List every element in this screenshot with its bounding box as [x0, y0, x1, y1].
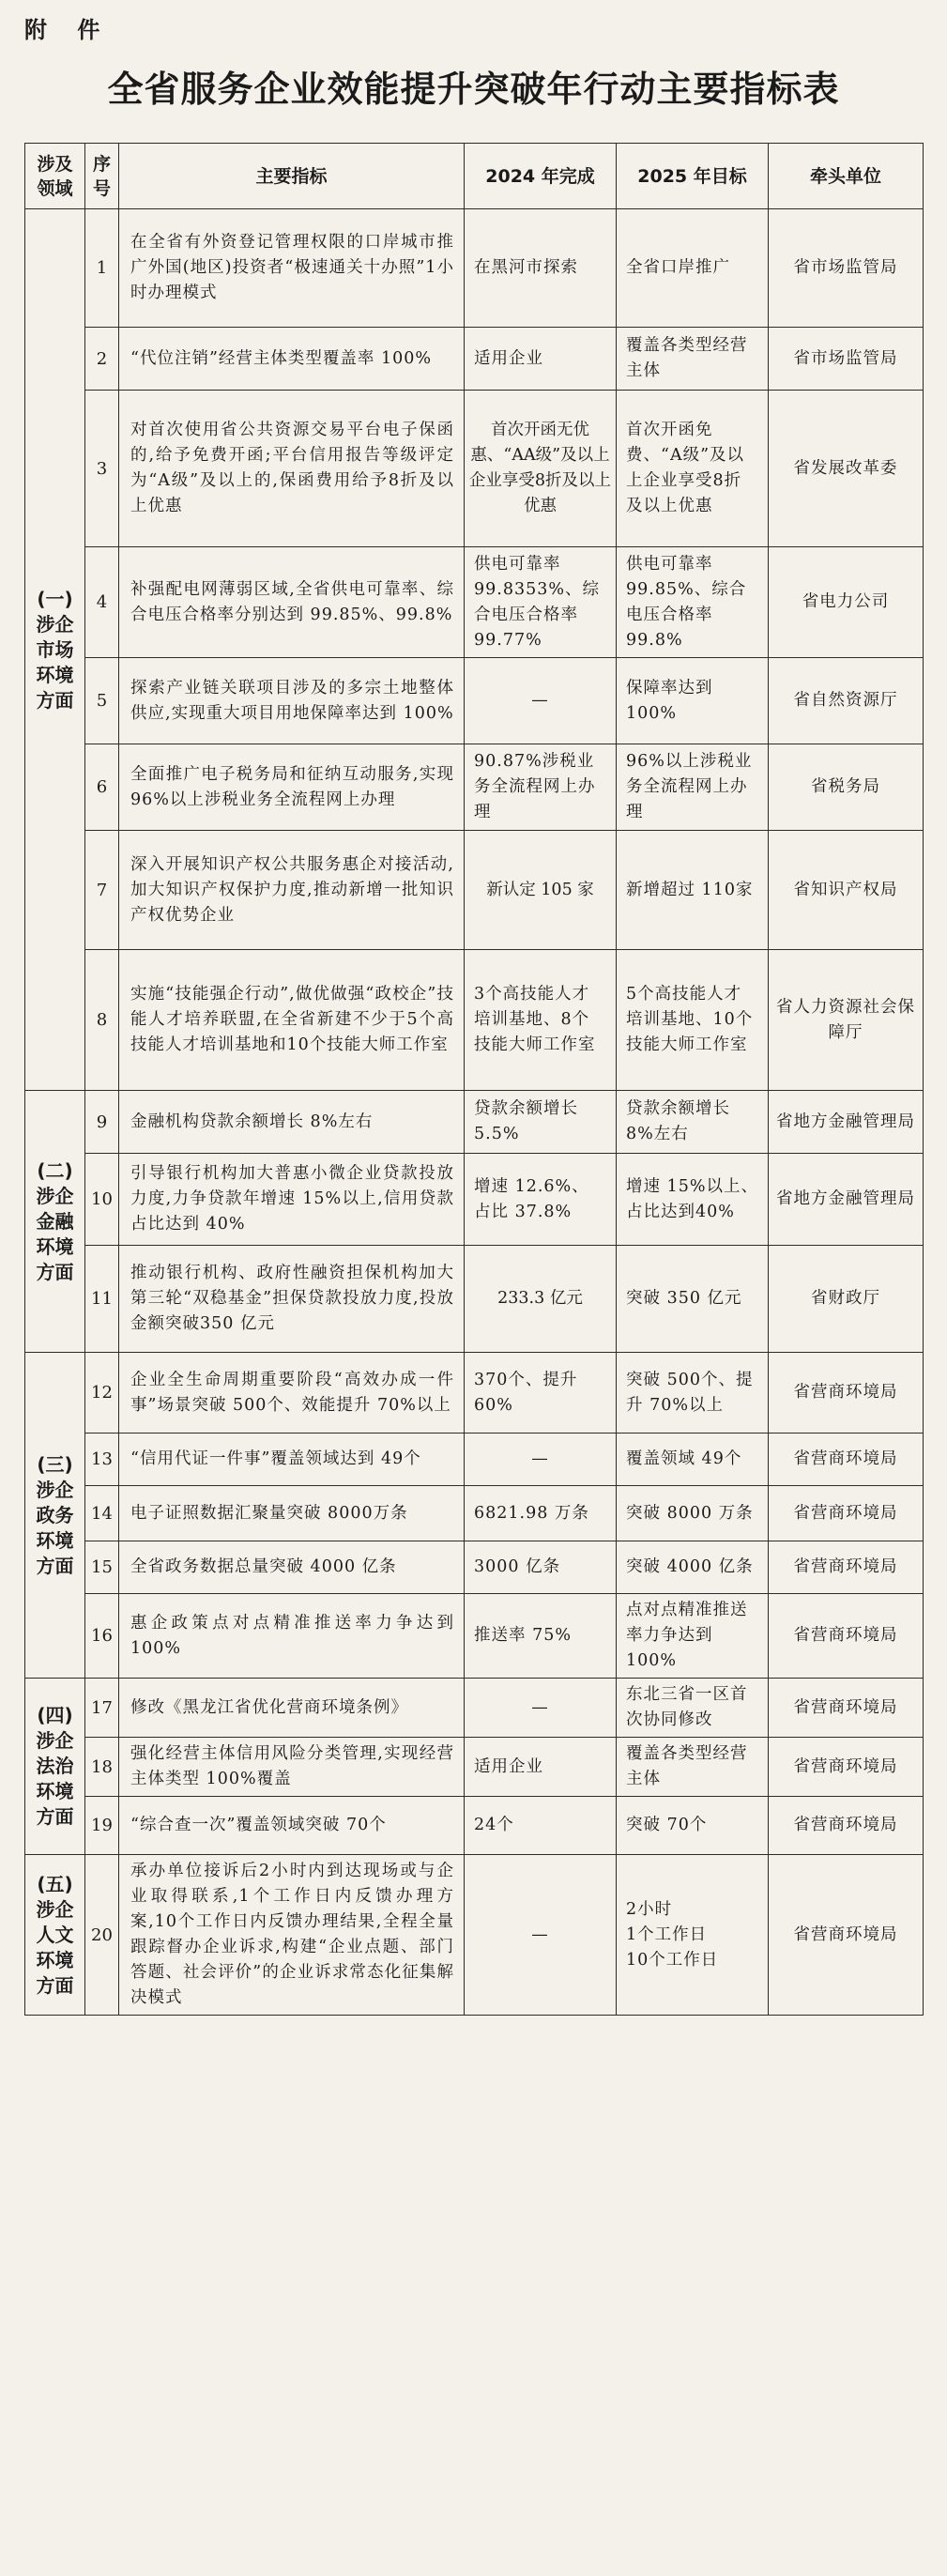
header-no: 序号 [85, 144, 119, 209]
target-2025-cell: 5个高技能人才培训基地、10个技能大师工作室 [617, 950, 769, 1091]
lead-unit-cell: 省自然资源厅 [769, 658, 924, 744]
header-2025: 2025 年目标 [617, 144, 769, 209]
indicator-cell: 深入开展知识产权公共服务惠企对接活动,加大知识产权保护力度,推动新增一批知识产权优势企业 [119, 831, 465, 950]
table-body [25, 209, 924, 2016]
indicator-cell: 探索产业链关联项目涉及的多宗土地整体供应,实现重大项目用地保障率达到 100% [119, 658, 465, 744]
target-2025-cell: 新增超过 110家 [617, 831, 769, 950]
done-2024-cell: — [465, 1855, 617, 2016]
table-row [25, 1797, 924, 1855]
lead-unit-cell: 省地方金融管理局 [769, 1091, 924, 1154]
row-number: 18 [85, 1738, 119, 1797]
target-2025-cell: 96%以上涉税业务全流程网上办理 [617, 744, 769, 831]
table-row [25, 744, 924, 831]
row-number: 14 [85, 1486, 119, 1541]
row-number: 13 [85, 1434, 119, 1486]
target-2025-cell: 首次开函免费、“A级”及以上企业享受8折及以上优惠 [617, 391, 769, 547]
lead-unit-cell: 省营商环境局 [769, 1353, 924, 1434]
target-2025-cell: 东北三省一区首次协同修改 [617, 1679, 769, 1738]
row-number: 16 [85, 1594, 119, 1679]
page-title: 全省服务企业效能提升突破年行动主要指标表 [107, 69, 840, 110]
table-row [25, 1434, 924, 1486]
done-2024-cell: 24个 [465, 1797, 617, 1855]
table-row [25, 547, 924, 658]
lead-unit-cell: 省营商环境局 [769, 1434, 924, 1486]
indicator-cell: 强化经营主体信用风险分类管理,实现经营主体类型 100%覆盖 [119, 1738, 465, 1797]
lead-unit-cell: 省税务局 [769, 744, 924, 831]
lead-unit-cell: 省市场监管局 [769, 328, 924, 391]
lead-unit-cell: 省营商环境局 [769, 1541, 924, 1594]
target-2025-cell: 点对点精准推送率力争达到 100% [617, 1594, 769, 1679]
done-2024-cell: — [465, 1434, 617, 1486]
done-2024-cell: 适用企业 [465, 328, 617, 391]
indicator-cell: “综合查一次”覆盖领域突破 70个 [119, 1797, 465, 1855]
indicator-cell: 企业全生命周期重要阶段“高效办成一件事”场景突破 500个、效能提升 70%以上 [119, 1353, 465, 1434]
done-2024-cell: 适用企业 [465, 1738, 617, 1797]
done-2024-cell: 3个高技能人才培训基地、8个技能大师工作室 [465, 950, 617, 1091]
done-2024-cell: — [465, 1679, 617, 1738]
indicator-cell: 承办单位接诉后2小时内到达现场或与企业取得联系,1个工作日内反馈办理方案,10个工作日内反馈办理结果,全程全量跟踪督办企业诉求,构建“企业点题、部门答题、社会评价”的企业诉求常态化征集解决模式 [119, 1855, 465, 2016]
table-row [25, 1855, 924, 2016]
done-2024-cell: 增速 12.6%、占比 37.8% [465, 1154, 617, 1246]
row-number: 9 [85, 1091, 119, 1154]
indicator-cell: 对首次使用省公共资源交易平台电子保函的,给予免费开函;平台信用报告等级评定为“A级”及以上的,保函费用给予8折及以上优惠 [119, 391, 465, 547]
done-2024-cell: 新认定 105 家 [465, 831, 617, 950]
table-row [25, 950, 924, 1091]
lead-unit-cell: 省市场监管局 [769, 209, 924, 328]
target-2025-cell: 突破 8000 万条 [617, 1486, 769, 1541]
lead-unit-cell: 省发展改革委 [769, 391, 924, 547]
lead-unit-cell: 省人力资源社会保障厅 [769, 950, 924, 1091]
indicator-table [24, 143, 924, 2016]
row-number: 15 [85, 1541, 119, 1594]
row-number: 20 [85, 1855, 119, 2016]
done-2024-cell: 推送率 75% [465, 1594, 617, 1679]
target-2025-cell: 突破 4000 亿条 [617, 1541, 769, 1594]
header-lead-unit: 牵头单位 [769, 144, 924, 209]
domain-cell: (四)涉企法治环境方面 [25, 1679, 85, 1855]
row-number: 17 [85, 1679, 119, 1738]
table-row [25, 1541, 924, 1594]
indicator-cell: 惠企政策点对点精准推送率力争达到 100% [119, 1594, 465, 1679]
lead-unit-cell: 省营商环境局 [769, 1855, 924, 2016]
table-row [25, 328, 924, 391]
target-2025-cell: 突破 70个 [617, 1797, 769, 1855]
row-number: 12 [85, 1353, 119, 1434]
done-2024-cell: 首次开函无优惠、“AA级”及以上企业享受8折及以上优惠 [465, 391, 617, 547]
done-2024-cell: 供电可靠率99.8353%、综合电压合格率 99.77% [465, 547, 617, 658]
table-row [25, 1594, 924, 1679]
target-2025-cell: 覆盖各类型经营主体 [617, 328, 769, 391]
target-2025-cell: 覆盖各类型经营主体 [617, 1738, 769, 1797]
row-number: 3 [85, 391, 119, 547]
row-number: 4 [85, 547, 119, 658]
target-2025-cell: 供电可靠率99.85%、综合电压合格率 99.8% [617, 547, 769, 658]
indicator-cell: 全省政务数据总量突破 4000 亿条 [119, 1541, 465, 1594]
target-2025-cell: 保障率达到100% [617, 658, 769, 744]
row-number: 5 [85, 658, 119, 744]
domain-cell: (三)涉企政务环境方面 [25, 1353, 85, 1679]
target-2025-cell: 贷款余额增长 8%左右 [617, 1091, 769, 1154]
done-2024-cell: — [465, 658, 617, 744]
row-number: 1 [85, 209, 119, 328]
indicator-cell: 推动银行机构、政府性融资担保机构加大第三轮“双稳基金”担保贷款投放力度,投放金额突破350 亿元 [119, 1246, 465, 1353]
table-header-row [25, 144, 924, 209]
domain-cell: (二)涉企金融环境方面 [25, 1091, 85, 1353]
row-number: 11 [85, 1246, 119, 1353]
row-number: 10 [85, 1154, 119, 1246]
row-number: 6 [85, 744, 119, 831]
table-row [25, 1246, 924, 1353]
indicator-cell: “代位注销”经营主体类型覆盖率 100% [119, 328, 465, 391]
table-row [25, 1679, 924, 1738]
row-number: 19 [85, 1797, 119, 1855]
table-row [25, 391, 924, 547]
target-2025-cell: 突破 350 亿元 [617, 1246, 769, 1353]
table-row [25, 658, 924, 744]
done-2024-cell: 贷款余额增长 5.5% [465, 1091, 617, 1154]
attachment-label: 附 件 [24, 17, 112, 43]
table-row [25, 831, 924, 950]
header-2024: 2024 年完成 [465, 144, 617, 209]
done-2024-cell: 90.87%涉税业务全流程网上办理 [465, 744, 617, 831]
lead-unit-cell: 省地方金融管理局 [769, 1154, 924, 1246]
header-domain: 涉及领域 [25, 144, 85, 209]
done-2024-cell: 3000 亿条 [465, 1541, 617, 1594]
lead-unit-cell: 省财政厅 [769, 1246, 924, 1353]
header-indicator: 主要指标 [119, 144, 465, 209]
indicator-cell: 电子证照数据汇聚量突破 8000万条 [119, 1486, 465, 1541]
lead-unit-cell: 省营商环境局 [769, 1738, 924, 1797]
row-number: 2 [85, 328, 119, 391]
indicator-cell: “信用代证一件事”覆盖领域达到 49个 [119, 1434, 465, 1486]
row-number: 7 [85, 831, 119, 950]
target-2025-cell: 2小时 1个工作日 10个工作日 [617, 1855, 769, 2016]
lead-unit-cell: 省营商环境局 [769, 1679, 924, 1738]
target-2025-cell: 覆盖领域 49个 [617, 1434, 769, 1486]
done-2024-cell: 在黑河市探索 [465, 209, 617, 328]
table-row [25, 209, 924, 328]
lead-unit-cell: 省电力公司 [769, 547, 924, 658]
indicator-cell: 全面推广电子税务局和征纳互动服务,实现 96%以上涉税业务全流程网上办理 [119, 744, 465, 831]
table-row [25, 1738, 924, 1797]
done-2024-cell: 370个、提升60% [465, 1353, 617, 1434]
indicator-cell: 在全省有外资登记管理权限的口岸城市推广外国(地区)投资者“极速通关十办照”1小时办理模式 [119, 209, 465, 328]
indicator-cell: 修改《黑龙江省优化营商环境条例》 [119, 1679, 465, 1738]
table-row [25, 1486, 924, 1541]
done-2024-cell: 233.3 亿元 [465, 1246, 617, 1353]
indicator-cell: 实施“技能强企行动”,做优做强“政校企”技能人才培养联盟,在全省新建不少于5个高技能人才培训基地和10个技能大师工作室 [119, 950, 465, 1091]
table-row [25, 1154, 924, 1246]
indicator-cell: 金融机构贷款余额增长 8%左右 [119, 1091, 465, 1154]
target-2025-cell: 全省口岸推广 [617, 209, 769, 328]
target-2025-cell: 增速 15%以上、占比达到40% [617, 1154, 769, 1246]
indicator-cell: 引导银行机构加大普惠小微企业贷款投放力度,力争贷款年增速 15%以上,信用贷款占比达到 40% [119, 1154, 465, 1246]
row-number: 8 [85, 950, 119, 1091]
lead-unit-cell: 省营商环境局 [769, 1594, 924, 1679]
indicator-cell: 补强配电网薄弱区域,全省供电可靠率、综合电压合格率分别达到 99.85%、99.8% [119, 547, 465, 658]
domain-cell: (五)涉企人文环境方面 [25, 1855, 85, 2016]
domain-cell: (一)涉企市场环境方面 [25, 209, 85, 1091]
lead-unit-cell: 省营商环境局 [769, 1486, 924, 1541]
lead-unit-cell: 省营商环境局 [769, 1797, 924, 1855]
table-row [25, 1353, 924, 1434]
table-row [25, 1091, 924, 1154]
done-2024-cell: 6821.98 万条 [465, 1486, 617, 1541]
lead-unit-cell: 省知识产权局 [769, 831, 924, 950]
target-2025-cell: 突破 500个、提升 70%以上 [617, 1353, 769, 1434]
